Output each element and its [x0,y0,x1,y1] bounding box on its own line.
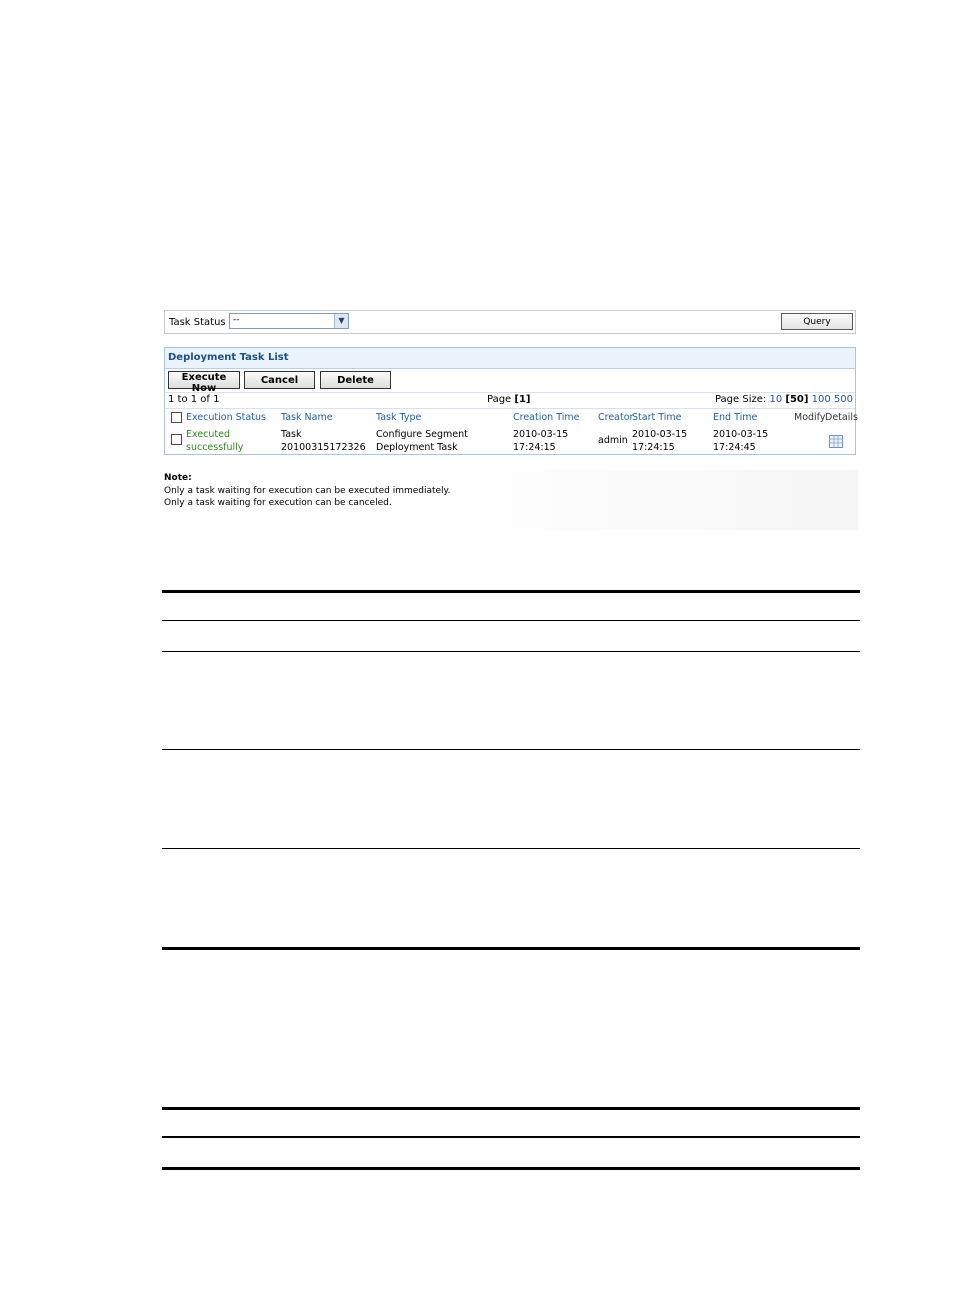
creation-date: 2010-03-15 [513,429,569,440]
chevron-down-icon[interactable]: ▼ [334,314,348,328]
row-creation-time [513,428,568,454]
col-start-time[interactable]: Start Time [632,412,682,423]
pager-row [165,392,855,409]
note-line-1: Only a task waiting for execution can be executed immediately. [164,486,451,496]
page-size-label: Page Size: [714,394,767,405]
pager-page [487,394,531,405]
status-line1: Executed [186,429,231,440]
table-top-rule [162,590,860,593]
execute-now-button[interactable]: Execute Now [168,371,240,389]
row-task-name [281,428,366,454]
col-modify: Modify [794,412,826,423]
type-line1: Configure Segment [376,429,468,440]
row-start-time [632,428,687,454]
page-size-10[interactable]: 10 [769,394,783,405]
note-title: Note: [164,473,192,483]
task-status-select[interactable] [229,313,349,329]
page-prefix: Page [487,394,515,405]
list-header [165,348,855,369]
end-clock: 17:24:45 [713,442,756,453]
select-all-checkbox[interactable] [171,412,182,423]
row-creator: admin [598,435,628,446]
table2-bottom-rule [162,1167,860,1170]
details-grid-icon[interactable] [829,433,843,452]
name-line1: Task [281,429,302,440]
list-title: Deployment Task List [168,352,289,363]
col-end-time[interactable]: End Time [713,412,758,423]
table-bottom-rule [162,947,860,950]
col-execution-status[interactable]: Execution Status [186,412,266,423]
page-current: [1] [514,394,531,405]
table-header-rule [162,620,860,621]
end-date: 2010-03-15 [713,429,769,440]
row-task-type [376,428,468,454]
col-details: Details [825,412,858,423]
status-line2: successfully [186,442,244,453]
page-size-50: [50] [785,394,809,405]
deployment-task-list-panel [164,347,856,455]
page-size-100[interactable]: 100 [811,394,831,405]
cancel-button[interactable]: Cancel [244,371,315,389]
col-task-type[interactable]: Task Type [376,412,422,423]
table-row-rule [162,749,860,750]
table-row-rule [162,651,860,652]
start-clock: 17:24:15 [632,442,675,453]
delete-button[interactable]: Delete [320,371,391,389]
start-date: 2010-03-15 [632,429,688,440]
col-creation-time[interactable]: Creation Time [513,412,580,423]
col-creator[interactable]: Creator [598,412,634,423]
task-status-label: Task Status [169,317,226,328]
table2-header-rule [162,1136,860,1138]
page-size-500[interactable]: 500 [833,394,853,405]
row-checkbox[interactable] [171,434,182,445]
page-size-selector [715,394,853,405]
pager-range: 1 to 1 of 1 [168,394,220,405]
filter-bar [164,310,856,334]
task-status-value: -- [233,315,240,325]
table2-top-rule [162,1107,860,1110]
query-button[interactable]: Query [781,313,853,330]
col-task-name[interactable]: Task Name [281,412,333,423]
row-end-time [713,428,768,454]
note-box [162,470,858,530]
table-row-rule [162,848,860,849]
type-line2: Deployment Task [376,442,458,453]
creation-clock: 17:24:15 [513,442,556,453]
name-line2: 20100315172326 [281,442,366,453]
row-execution-status [186,428,243,454]
note-line-2: Only a task waiting for execution can be canceled. [164,498,392,508]
